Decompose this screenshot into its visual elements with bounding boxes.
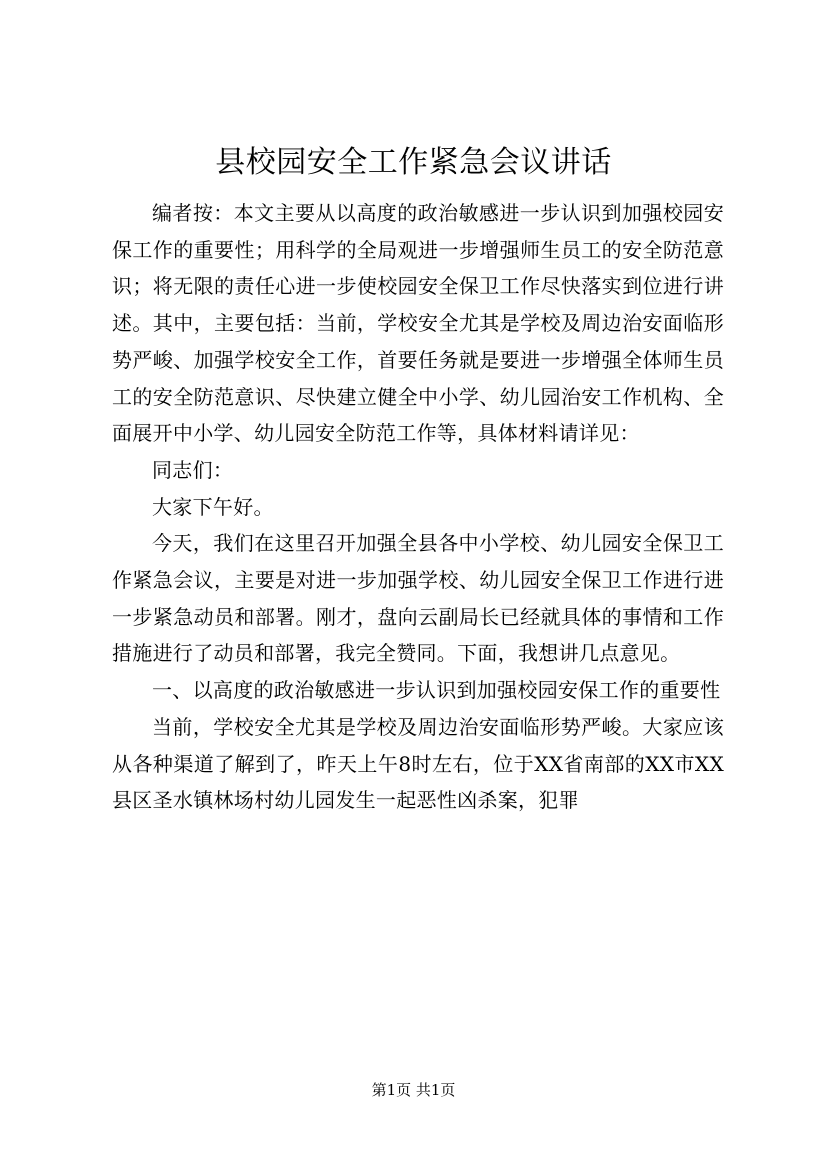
opening-paragraph: 今天，我们在这里召开加强全县各中小学校、幼儿园安全保卫工作紧急会议，主要是对进一步加强学校、幼儿园安全保卫工作进行进一步紧急动员和部署。刚才，盘向云副局长已经就具体的事情和工作措施进行了动员和部署，我完全赞同。下面，我想讲几点意见。 [112,531,724,666]
editor-note-paragraph: 编者按：本文主要从以高度的政治敏感进一步认识到加强校园安保工作的重要性；用科学的全局观进一步增强师生员工的安全防范意识；将无限的责任心进一步使校园安全保卫工作尽快落实到位进行讲述。其中，主要包括：当前，学校安全尤其是学校及周边治安面临形势严峻、加强学校安全工作，首要任务就是要进一步增强全体师生员工的安全防范意识、尽快建立健全中小学、幼儿园治安工作机构、全面展开中小学、幼儿园安全防范工作等，具体材料请详见： [112,201,724,446]
document-title: 县校园安全工作紧急会议讲话 [215,145,612,180]
document-body [112,195,724,819]
section-heading-1: 一、以高度的政治敏感进一步认识到加强校园安保工作的重要性 [152,678,721,703]
page-footer: 第1页 共1页 [371,1081,456,1099]
section-1-paragraph: 当前，学校安全尤其是学校及周边治安面临形势严峻。大家应该从各种渠道了解到了，昨天上午8时左右，位于XX省南部的XX市XX县区圣水镇林场村幼儿园发生一起恶性凶杀案，犯罪 [112,714,724,813]
greeting-paragraph: 大家下午好。 [152,494,274,519]
salutation-paragraph: 同志们： [152,457,234,482]
